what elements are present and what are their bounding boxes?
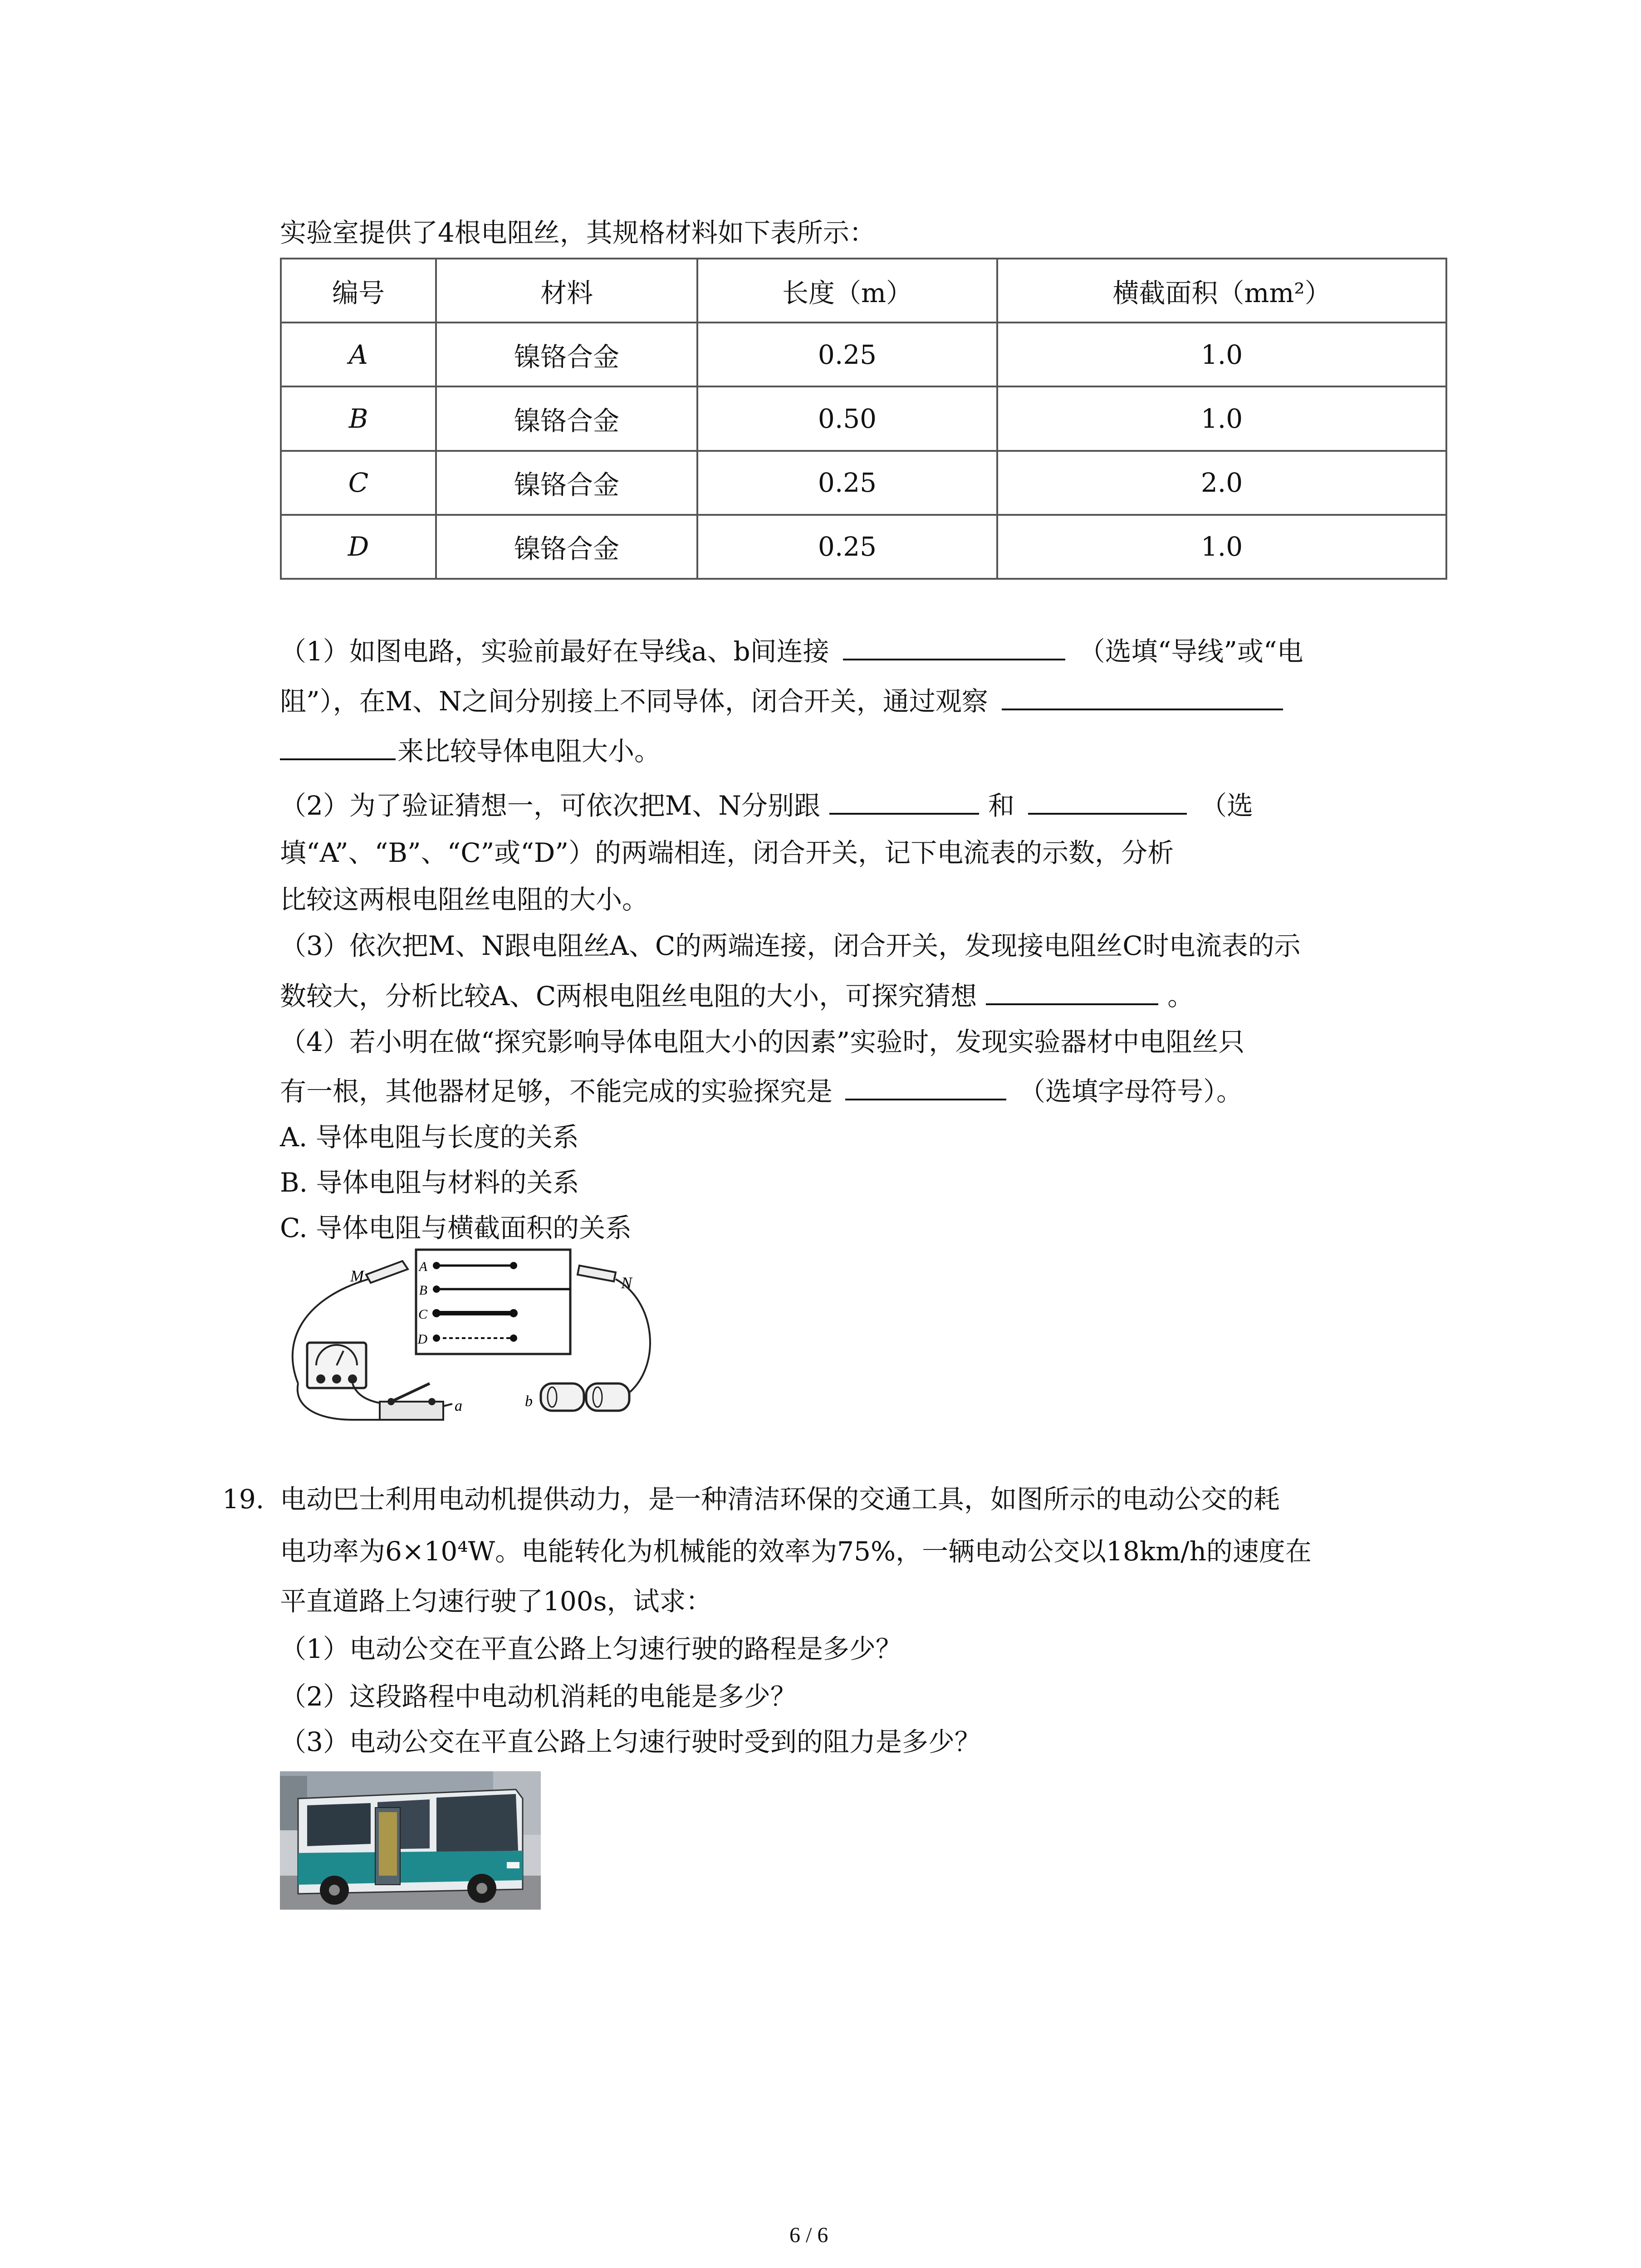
q3-blank xyxy=(986,980,1158,1005)
q19-line1: 电动巴士利用电动机提供动力，是一种清洁环保的交通工具，如图所示的电动公交的耗 xyxy=(280,1484,1280,1515)
wire-label: C xyxy=(418,1307,427,1322)
q19-sub2: （2）这段路程中电动机消耗的电能是多少？ xyxy=(280,1681,797,1712)
cell-id: B xyxy=(281,386,436,450)
lead-n xyxy=(616,1279,650,1393)
q1-line1 xyxy=(280,635,1303,667)
table-row xyxy=(281,386,1446,450)
table-header-row xyxy=(281,259,1446,323)
q4-option-a: A. 导体电阻与长度的关系 xyxy=(280,1122,579,1153)
header-material: 材料 xyxy=(436,259,697,323)
table-row xyxy=(281,515,1446,579)
cell-material: 镍铬合金 xyxy=(436,386,697,450)
intro-text: 实验室提供了4根电阻丝，其规格材料如下表所示： xyxy=(280,217,876,248)
wire-label: A xyxy=(419,1259,427,1274)
table-row xyxy=(281,323,1446,386)
cell-length: 0.50 xyxy=(697,386,997,450)
q3-line1: （3）依次把M、N跟电阻丝A、C的两端连接，闭合开关，发现接电阻丝C时电流表的示 xyxy=(280,930,1301,961)
cell-material: 镍铬合金 xyxy=(436,515,697,579)
q4-text-b: （选填字母符号）。 xyxy=(1019,1076,1243,1107)
page-number: 6 / 6 xyxy=(789,2223,828,2247)
q19-line2: 电功率为6×10⁴W。电能转化为机械能的效率为75%，一辆电动公交以18km/h的速度在 xyxy=(280,1536,1312,1567)
q19-sub1: （1）电动公交在平直公路上匀速行驶的路程是多少？ xyxy=(280,1633,902,1664)
q1-text-a: （1）如图电路，实验前最好在导线a、b间连接 xyxy=(280,636,829,667)
cell-id: D xyxy=(281,515,436,579)
circuit-diagram xyxy=(280,1247,661,1438)
q3-text-b: 。 xyxy=(1167,981,1194,1012)
cell-material: 镍铬合金 xyxy=(436,451,697,515)
q2-text-b: 和 xyxy=(988,790,1015,821)
q19-sub3: （3）电动公交在平直公路上匀速行驶时受到的阻力是多少？ xyxy=(280,1726,981,1757)
cell-area: 1.0 xyxy=(997,323,1446,386)
label-b: b xyxy=(525,1393,533,1410)
cell-material: 镍铬合金 xyxy=(436,323,697,386)
q3-text-a: 数较大，分析比较A、C两根电阻丝电阻的大小，可探究猜想 xyxy=(280,981,977,1012)
label-m: M xyxy=(350,1267,364,1285)
q4-text-a: 有一根，其他器材足够，不能完成的实验探究是 xyxy=(280,1076,833,1107)
q2-text-c: （选 xyxy=(1200,790,1254,821)
cell-area: 2.0 xyxy=(997,451,1446,515)
q2-blank-2 xyxy=(1028,789,1187,815)
header-id: 编号 xyxy=(281,259,436,323)
q4-line2 xyxy=(280,1075,1243,1107)
cell-id: A xyxy=(281,323,436,386)
q1-text-d: 来比较导体电阻大小。 xyxy=(397,736,661,767)
cell-length: 0.25 xyxy=(697,515,997,579)
q3-line2 xyxy=(280,980,1194,1012)
q1-line2 xyxy=(280,685,1283,717)
cell-length: 0.25 xyxy=(697,451,997,515)
q19-number: 19. xyxy=(222,1484,265,1515)
table-row xyxy=(281,451,1446,515)
electric-bus-photo xyxy=(280,1771,541,1910)
q19-line3: 平直道路上匀速行驶了100s，试求： xyxy=(280,1586,712,1617)
q1-text-c: 阻”），在M、N之间分别接上不同导体，闭合开关，通过观察 xyxy=(280,686,988,717)
q4-line1: （4）若小明在做“探究影响导体电阻大小的因素”实验时，发现实验器材中电阻丝只 xyxy=(280,1026,1245,1057)
cell-id: C xyxy=(281,451,436,515)
q2-line2: 填“A”、“B”、“C”或“D”）的两端相连，闭合开关，记下电流表的示数，分析 xyxy=(280,837,1174,868)
label-n: N xyxy=(621,1274,632,1292)
clip-m-icon xyxy=(366,1261,408,1283)
q2-line3: 比较这两根电阻丝电阻的大小。 xyxy=(280,884,649,915)
q1-line3 xyxy=(280,735,661,767)
q4-option-c: C. 导体电阻与横截面积的关系 xyxy=(280,1212,632,1243)
header-length: 长度（m） xyxy=(697,259,997,323)
wire-label: B xyxy=(419,1283,427,1298)
header-area: 横截面积（mm²） xyxy=(997,259,1446,323)
cell-area: 1.0 xyxy=(997,515,1446,579)
label-a: a xyxy=(455,1398,462,1414)
q1-blank-2 xyxy=(1002,685,1283,710)
q4-blank xyxy=(845,1075,1006,1100)
q1-text-b: （选填“导线”或“电 xyxy=(1078,636,1303,667)
cell-length: 0.25 xyxy=(697,323,997,386)
cell-area: 1.0 xyxy=(997,386,1446,450)
wire-label: D xyxy=(417,1332,427,1347)
q4-option-b: B. 导体电阻与材料的关系 xyxy=(280,1167,579,1198)
q1-blank-1 xyxy=(843,635,1065,660)
q2-text-a: （2）为了验证猜想一，可依次把M、N分别跟 xyxy=(280,790,821,821)
resistance-wire-table xyxy=(280,258,1447,580)
clip-n-icon xyxy=(578,1266,616,1281)
q2-blank-1 xyxy=(829,789,979,815)
q2-line1 xyxy=(280,789,1253,821)
q1-blank-2-cont xyxy=(280,735,396,760)
